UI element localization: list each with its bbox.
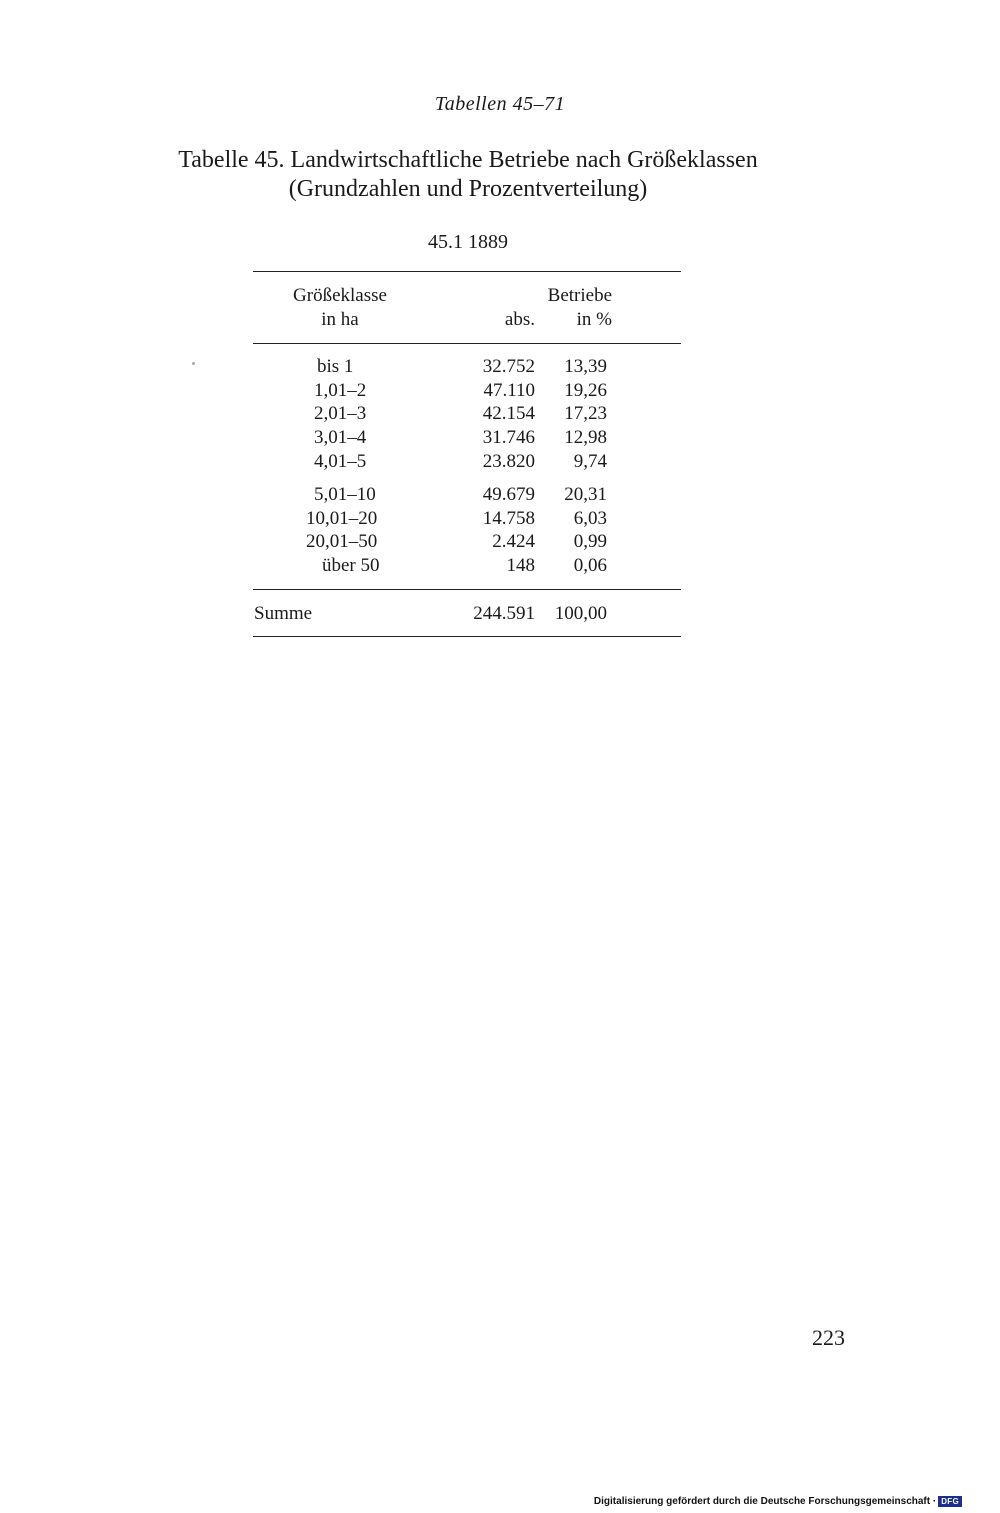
table-title bbox=[0, 146, 936, 204]
row-abs: 148 bbox=[506, 555, 535, 576]
total-pct: 100,00 bbox=[554, 603, 607, 624]
row-abs: 23.820 bbox=[482, 451, 535, 472]
total-abs: 244.591 bbox=[473, 603, 535, 624]
table-bottom-rule bbox=[253, 636, 681, 637]
running-head: Tabellen 45–71 bbox=[434, 93, 566, 115]
row-abs: 47.110 bbox=[483, 380, 535, 401]
row-klasse: 3,01–4 bbox=[314, 427, 367, 448]
header-pct: in % bbox=[576, 309, 612, 330]
footer-text: Digitalisierung gefördert durch die Deutsche Forschungsgemeinschaft · bbox=[593, 1496, 937, 1507]
row-klasse: 4,01–5 bbox=[314, 451, 367, 472]
row-abs: 2.424 bbox=[492, 531, 535, 552]
row-abs: 32.752 bbox=[482, 356, 535, 377]
header-size-unit: in ha bbox=[321, 309, 359, 330]
section-heading: 45.1 1889 bbox=[428, 231, 508, 253]
row-klasse: 10,01–20 bbox=[306, 508, 378, 529]
table-subtitle: (Grundzahlen und Prozentverteilung) bbox=[288, 176, 648, 202]
row-pct: 0,99 bbox=[573, 531, 607, 552]
table-header-rule bbox=[253, 343, 681, 344]
row-klasse: 1,01–2 bbox=[314, 380, 367, 401]
row-pct: 20,31 bbox=[564, 484, 607, 505]
header-abs: abs. bbox=[504, 309, 535, 330]
row-pct: 12,98 bbox=[564, 427, 607, 448]
row-abs: 14.758 bbox=[482, 508, 535, 529]
total-label: Summe bbox=[254, 603, 313, 624]
row-pct: 13,39 bbox=[564, 356, 607, 377]
scan-speck bbox=[192, 362, 195, 365]
table-title-line: Tabelle 45. Landwirtschaftliche Betriebe nach Größeklassen bbox=[178, 147, 758, 173]
table-sum-rule bbox=[253, 589, 681, 590]
row-klasse: bis 1 bbox=[317, 356, 354, 377]
page-number: 223 bbox=[812, 1325, 845, 1350]
row-klasse: 20,01–50 bbox=[306, 531, 378, 552]
footer-credit bbox=[594, 1496, 962, 1507]
row-pct: 0,06 bbox=[573, 555, 607, 576]
table-top-rule bbox=[253, 271, 681, 272]
row-abs: 31.746 bbox=[482, 427, 535, 448]
row-abs: 42.154 bbox=[482, 403, 535, 424]
header-betriebe: Betriebe bbox=[547, 285, 612, 306]
row-pct: 9,74 bbox=[573, 451, 607, 472]
dfg-logo: DFG bbox=[938, 1496, 962, 1507]
row-abs: 49.679 bbox=[482, 484, 535, 505]
row-klasse: über 50 bbox=[322, 555, 380, 576]
header-size-class: Größeklasse bbox=[293, 285, 387, 306]
row-klasse: 5,01–10 bbox=[314, 484, 376, 505]
row-klasse: 2,01–3 bbox=[314, 403, 367, 424]
row-pct: 17,23 bbox=[564, 403, 607, 424]
row-pct: 6,03 bbox=[573, 508, 607, 529]
row-pct: 19,26 bbox=[564, 380, 607, 401]
